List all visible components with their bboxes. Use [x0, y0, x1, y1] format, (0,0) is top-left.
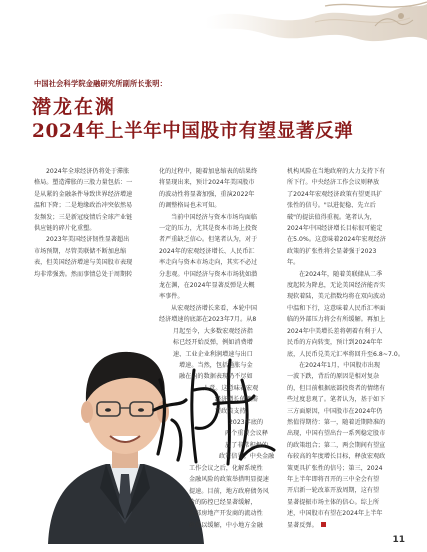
paragraph-line: 标已经开始反弹，例如消费增 [173, 339, 253, 347]
paragraph-line: 速、工业企业利润增速与出口 [173, 350, 253, 358]
paragraph-line: 是从紧的金融条件导致世界经济增速 [34, 190, 133, 198]
paragraph-line: 现软着陆，美元指数均将在双向波动 [287, 293, 386, 301]
paragraph-line: 从宏观经济增长来看，本轮中国 [171, 305, 258, 312]
paragraph-line: 2023年底的 [229, 419, 264, 427]
paragraph-line [287, 520, 405, 531]
paragraph-line: 一定的压力，尤其是资本市场上投资 [159, 225, 258, 233]
article-column-2-continued [159, 303, 277, 531]
paragraph-line: 头部房地产开发商的流动性 [189, 510, 263, 518]
paragraph-line: 两个重要会议释 [225, 430, 269, 438]
paragraph-line: 险的防控已经显著缓解， [189, 498, 257, 506]
paragraph-line: 临的外部压力将会有所缓解。再加上 [287, 316, 386, 324]
paragraph-line: 布较高的年度增长目标，释放宏观政 [287, 453, 386, 461]
page-number: 11 [392, 535, 405, 545]
paragraph-line: 2024年全球经济仍将处于滞胀 [46, 168, 130, 175]
paragraph-line: 所下行。中央经济工作会议则释放 [287, 179, 380, 187]
article-title-line1: 潜龙在渊 [32, 96, 117, 118]
paragraph-line: 金融风险的政策举措明显提速 [189, 476, 269, 484]
paragraph-line: 当前中国经济与资本市场均面临 [171, 213, 258, 221]
paragraph-line: 温和下降；二是地缘政治冲突依然易 [34, 202, 133, 210]
paragraph-line: 了2024年宏观经济政策有望更具扩 [287, 190, 383, 198]
end-mark-icon [321, 522, 326, 527]
paragraph-line: 的政策组合；第二，两会期间有望宣 [287, 441, 386, 449]
paragraph-line: 民币的方向转变，预计到2024年年 [287, 339, 383, 347]
paragraph-line: 2023年美国经济韧性显著超出 [46, 236, 130, 244]
paragraph-line: 供应链的碎片化重塑。 [34, 225, 96, 233]
paragraph-line: 三方面原因，中国股市在2024年仍 [287, 407, 383, 415]
article-kicker: 中国社会科学院金融研究所副所长张明： [34, 79, 167, 88]
paragraph-line: 机构风险在当地政府的大力支持下有 [287, 168, 386, 175]
paragraph-line: 格局。塑造滞胀的三股力量包括：一 [34, 179, 133, 187]
paragraph-line: 然值得期待：第一，随着近期降准的 [287, 418, 386, 426]
paragraph-line: 要政策支持。 [215, 407, 252, 415]
paragraph-line: 在2024年1月，中国股市出现 [299, 361, 381, 369]
paragraph-line: 融在内的数据表现仍不尽如 [179, 373, 253, 381]
paragraph-line: 经济增长依然需 [215, 396, 259, 404]
paragraph-line: 提速。目前，地方政府债务风 [189, 487, 269, 495]
paragraph-line: 述，中国股市有望在2024年上半年 [287, 510, 383, 518]
article-column-2 [159, 166, 277, 303]
paragraph-line: 增速。当然，包括通胀与金 [179, 362, 253, 370]
paragraph-line: 工作会议之后，化解系统性 [189, 464, 263, 472]
paragraph-line: 2024年中国经济增长目标很可能定 [287, 225, 383, 233]
paragraph-line: 的波动性将显著加强，重演2022年 [159, 190, 255, 198]
paragraph-line: 度起转为降息，无论美国经济能否实 [287, 282, 386, 290]
paragraph-line: 年上半年即将召开的三中全会有望 [287, 475, 380, 483]
paragraph-line: 的调整格局也未可知。 [159, 202, 221, 210]
paragraph-line: 在2024年，随着美联储从二季 [299, 270, 383, 278]
paragraph-line: 发频发；三是新冠疫情后全球产业链 [34, 213, 133, 221]
paragraph-line: 率事件。 [159, 293, 184, 301]
paragraph-line: 底，人民币兑美元汇率将回升至6.8~7.0。 [287, 350, 404, 358]
article-column-3 [287, 166, 405, 531]
paragraph-line: 出现，中国有望出台一系列稳定股市 [287, 430, 386, 438]
paragraph-line: 均非常强劲。然而事情总处于周期转 [34, 270, 133, 278]
paragraph-line: 些过度悲观了。笔者认为，基于如下 [287, 396, 386, 404]
paragraph-line: 者严重缺乏信心。但笔者认为，对于 [159, 236, 258, 244]
paragraph-line: 政策的扩张性将会显著强于2023 [287, 247, 377, 255]
paragraph-line: 缺得以缓解，中小地方金融 [189, 521, 263, 529]
article-column-1 [34, 166, 152, 280]
paragraph-line: 2024年中美增长差将朝着有利于人 [287, 327, 383, 335]
paragraph-line: 张性的信号。"以进促稳、先立后 [287, 202, 376, 210]
paragraph-line: 的，但目前根据底部投资者的情绪有 [287, 384, 386, 392]
paragraph-line: 将显现出来，预计2024年美国股市 [159, 179, 255, 187]
paragraph-line: 月起至今，大多数宏观经济指 [173, 327, 253, 335]
paragraph-line: 化的过程中，随着加息缩表的结果终 [159, 168, 258, 175]
paragraph-line: 放了非常积极的 [225, 441, 269, 449]
paragraph-line: 策更具扩张性的信号；第三，2024 [287, 464, 383, 472]
dragon-ornament-icon [205, 0, 427, 58]
paragraph-line: 显著提振市场主体的信心。综上所 [287, 498, 380, 506]
article-title-line2: 2024年上半年中国股市有望显著反弹 [32, 121, 354, 142]
paragraph-line: 中温和下行，这意味着人民币汇率面 [287, 304, 386, 312]
paragraph-line: 破"的提法值得重视。笔者认为， [287, 213, 376, 221]
paragraph-end-text: 显著反弹。 [287, 521, 318, 529]
paragraph-line: 开启新一轮改革开放周期，这有望 [287, 487, 380, 495]
paragraph-line: 人意。这意味着宏观 [203, 384, 259, 392]
paragraph-line: 率走向与资本市场走向，其实不必过 [159, 259, 258, 267]
paragraph-line: 市场预期，尽管美联储不断加息缩 [34, 247, 127, 255]
paragraph-line: 经济增速的底部在2023年7月。从8 [159, 316, 257, 324]
paragraph-line: 一波下跌，背后的原因是相对复杂 [287, 373, 380, 381]
paragraph-line: 政策信号。中央金融 [219, 453, 275, 461]
paragraph-line: 龙在渊，在2024年显著反弹是大概 [159, 282, 255, 290]
paragraph-line: 分悲观。中国经济与资本市场犹如潜 [159, 270, 258, 278]
paragraph-line: 年。 [287, 259, 300, 267]
paragraph-line: 表，但美国经济增速与美国股市表现 [34, 259, 133, 267]
paragraph-line: 2024年的宏观经济增长、人民币汇 [159, 247, 255, 255]
paragraph-line: 在5.0%。这意味着2024年宏观经济 [287, 236, 386, 244]
